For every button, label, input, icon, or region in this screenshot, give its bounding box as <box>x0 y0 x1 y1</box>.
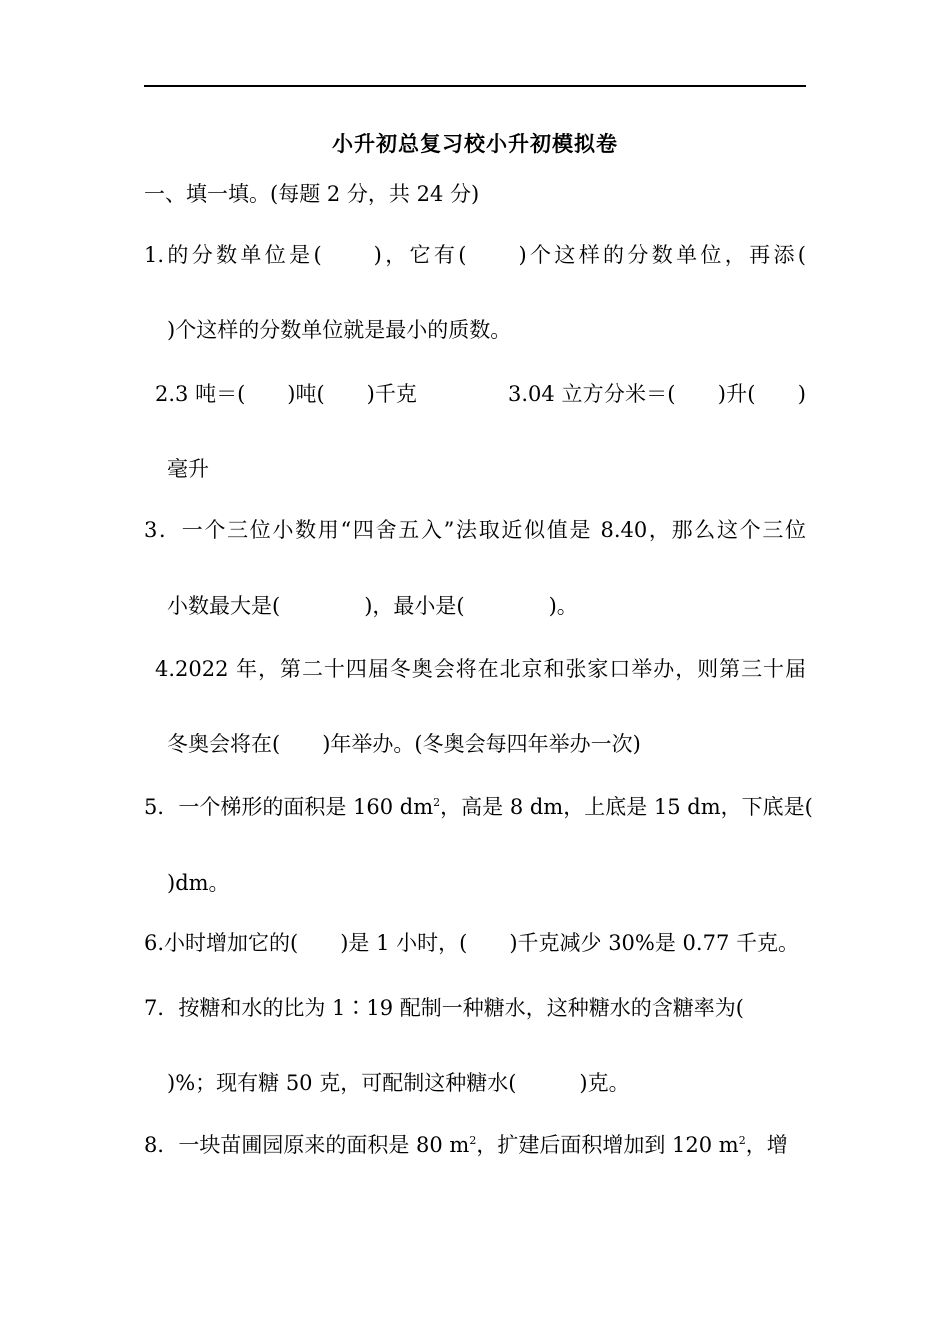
question-1-line-1: 1.的分数单位是( )，它有( )个这样的分数单位，再添( <box>144 243 806 267</box>
question-4-line-1: 4.2022 年，第二十四届冬奥会将在北京和张家口举办，则第三十届 <box>155 657 806 681</box>
question-5-text-b: ，高是 8 dm，上底是 15 dm，下底是( <box>440 795 813 819</box>
question-8-text-b: ，扩建后面积增加到 120 m <box>476 1133 739 1157</box>
question-5-line-1 <box>144 793 813 821</box>
question-7-line-1: 7．按糖和水的比为 1∶19 配制一种糖水，这种糖水的含糖率为( <box>144 996 744 1020</box>
question-1-line-2: )个这样的分数单位就是最小的质数。 <box>167 318 512 342</box>
question-8-text-a: 8．一块苗圃园原来的面积是 80 m <box>144 1133 470 1157</box>
question-4-line-2: 冬奥会将在( )年举办。(冬奥会每四年举办一次) <box>167 732 641 756</box>
question-3-line-2: 小数最大是( )，最小是( )。 <box>167 594 578 618</box>
question-8-superscript-1: 2 <box>469 1134 477 1147</box>
question-8-line-1 <box>144 1131 788 1159</box>
question-3-line-1: 3．一个三位小数用“四舍五入”法取近似值是 8.40，那么这个三位 <box>144 518 806 542</box>
section-heading: 一、填一填。(每题 2 分，共 24 分) <box>144 182 480 206</box>
question-6-line-1: 6.小时增加它的( )是 1 小时，( )千克减少 30%是 0.77 千克。 <box>144 931 799 955</box>
question-8-text-c: ，增 <box>745 1133 788 1157</box>
question-2-part-b: 3.04 立方分米＝( )升( ) <box>508 382 806 406</box>
question-8-superscript-2: 2 <box>738 1134 746 1147</box>
question-5-superscript: 2 <box>433 796 441 809</box>
question-5-text-a: 5．一个梯形的面积是 160 dm <box>144 795 434 819</box>
question-2-part-a: 2.3 吨＝( )吨( )千克 <box>155 382 417 406</box>
page-title: 小升初总复习校小升初模拟卷 <box>332 131 618 156</box>
question-2-line-2: 毫升 <box>167 457 209 481</box>
header-rule <box>144 85 806 87</box>
question-7-line-2: )%；现有糖 50 克，可配制这种糖水( )克。 <box>167 1071 630 1095</box>
question-5-line-2: )dm。 <box>167 871 230 895</box>
